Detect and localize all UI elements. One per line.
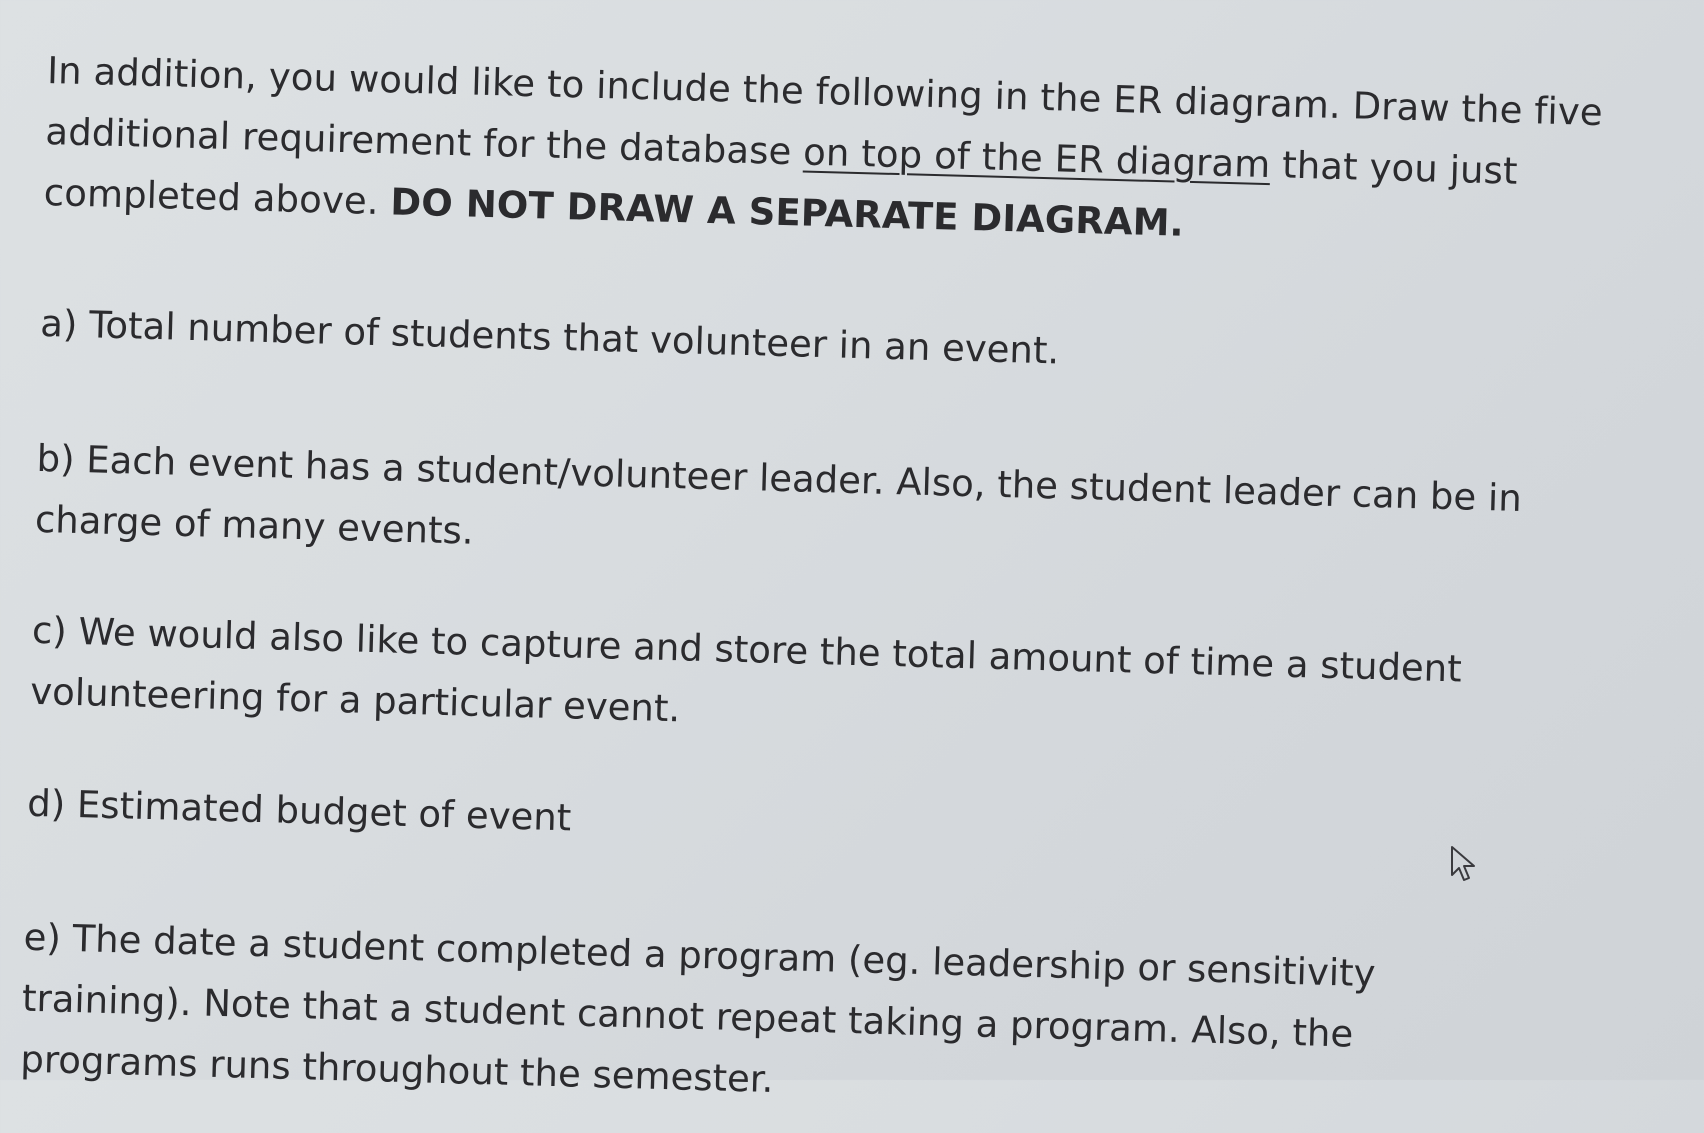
mouse-pointer-icon <box>1449 845 1483 885</box>
requirement-a: a) Total number of students that volunteer in an event. <box>39 301 1060 373</box>
intro-text-part1: In addition, you would like to include the following in the ER diagram. Draw the five additional requirement for the database <box>44 48 1604 174</box>
requirement-e: e) The date a student completed a program (eg. leadership or sensitivity training). Note that a student cannot repeat taking a program. Also, the programs runs throughout the semester. <box>19 915 1377 1101</box>
requirement-d: d) Estimated budget of event <box>26 781 572 840</box>
intro-text-part2: that you just completed above. <box>43 143 1519 224</box>
requirement-b: b) Each event has a student/volunteer leader. Also, the student leader can be in charge of many events. <box>34 436 1523 553</box>
requirement-c: c) We would also like to capture and store the total amount of time a student volunteering for a particular event. <box>29 608 1463 731</box>
intro-paragraph <box>43 40 1667 267</box>
intro-underlined-text: on top of the ER diagram <box>802 130 1271 187</box>
question-document <box>19 40 1667 1101</box>
intro-bold-warning: DO NOT DRAW A SEPARATE DIAGRAM. <box>389 180 1185 245</box>
